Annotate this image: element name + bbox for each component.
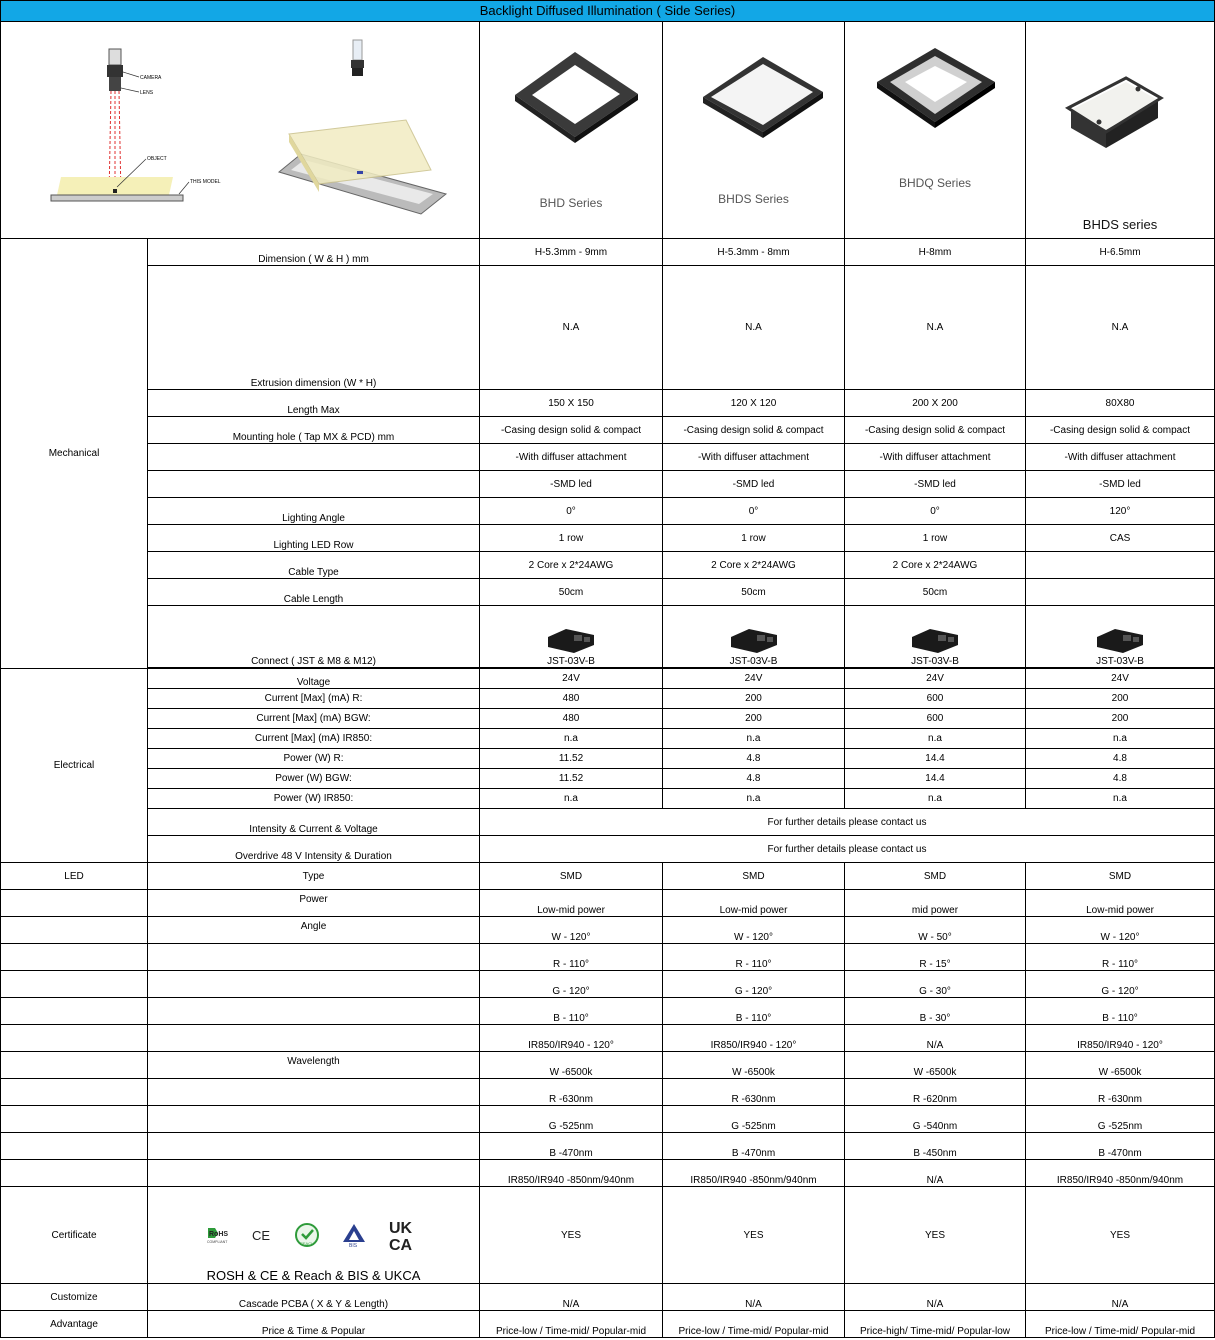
cell-current-r-3: 600	[845, 689, 1026, 709]
cell-angle-b-4: B - 110°	[1026, 998, 1215, 1025]
cell-wave-g-1: G -525nm	[480, 1106, 663, 1133]
row-cable-length	[1, 579, 1215, 606]
blank-cell	[1, 971, 148, 998]
row-power-r	[1, 749, 1215, 769]
cell-led-power-4: Low-mid power	[1026, 890, 1215, 917]
cell-angle-b-1: B - 110°	[480, 998, 663, 1025]
cell-wave-b-2: B -470nm	[663, 1133, 845, 1160]
cell-angle-ir-1: IR850/IR940 - 120°	[480, 1025, 663, 1052]
cell-current-bgw-2: 200	[663, 709, 845, 729]
cell-mounting-3-4: -SMD led	[1026, 471, 1215, 498]
product-series-4: BHDS series	[1082, 217, 1158, 232]
label-overdrive: Overdrive 48 V Intensity & Duration	[148, 836, 480, 863]
row-wave-g	[1, 1106, 1215, 1133]
cell-customize-4: N/A	[1026, 1284, 1215, 1311]
label-empty	[148, 471, 480, 498]
label-led-row: Lighting LED Row	[148, 525, 480, 552]
cell-power-r-4: 4.8	[1026, 749, 1215, 769]
cell-power-r-1: 11.52	[480, 749, 663, 769]
label-current-r: Current [Max] (mA) R:	[148, 689, 480, 709]
cell-connect-2	[663, 606, 845, 668]
cell-mounting-2-1: -With diffuser attachment	[480, 444, 663, 471]
label-dimension: Dimension ( W & H ) mm	[148, 239, 480, 266]
row-overdrive	[1, 836, 1215, 863]
cell-customize-1: N/A	[480, 1284, 663, 1311]
cell-length-max-1: 150 X 150	[480, 390, 663, 417]
row-cable-type	[1, 552, 1215, 579]
cell-advantage-1: Price-low / Time-mid/ Popular-mid	[480, 1311, 663, 1338]
blank-cell	[148, 1160, 480, 1187]
connect-value-2: JST-03V-B	[729, 656, 778, 667]
isometric-light-render	[279, 40, 446, 214]
cell-led-power-1: Low-mid power	[480, 890, 663, 917]
label-led-angle: Angle	[148, 917, 480, 944]
category-electrical: Electrical	[1, 669, 148, 863]
cell-length-max-2: 120 X 120	[663, 390, 845, 417]
product-series-3: BHDQ Series	[898, 176, 972, 190]
row-wave-r	[1, 1079, 1215, 1106]
cell-angle-b-3: B - 30°	[845, 998, 1026, 1025]
row-angle-ir	[1, 1025, 1215, 1052]
blank-cell	[1, 1106, 148, 1133]
row-length-max	[1, 390, 1215, 417]
connector-icon	[1093, 625, 1147, 655]
label-connect: Connect ( JST & M8 & M12)	[148, 606, 480, 668]
spec-table	[0, 21, 1215, 1338]
cell-lighting-angle-4: 120°	[1026, 498, 1215, 525]
cell-power-r-2: 4.8	[663, 749, 845, 769]
cell-advantage-3: Price-high/ Time-mid/ Popular-low	[845, 1311, 1026, 1338]
label-length-max: Length Max	[148, 390, 480, 417]
cell-wave-ir-1: IR850/IR940 -850nm/940nm	[480, 1160, 663, 1187]
blank-cell	[148, 998, 480, 1025]
row-wave-b	[1, 1133, 1215, 1160]
cell-dimension-4: H-6.5mm	[1026, 239, 1215, 266]
blank-cell	[148, 971, 480, 998]
cell-current-ir-4: n.a	[1026, 729, 1215, 749]
cell-mounting-2-3: -With diffuser attachment	[845, 444, 1026, 471]
label-power-bgw: Power (W) BGW:	[148, 769, 480, 789]
cell-angle-r-2: R - 110°	[663, 944, 845, 971]
connect-value-3: JST-03V-B	[911, 656, 959, 667]
cell-extrusion-1: N.A	[480, 266, 663, 390]
category-led: LED	[1, 863, 148, 890]
blank-cell	[1, 998, 148, 1025]
sheet-title: Backlight Diffused Illumination ( Side Series)	[0, 0, 1215, 22]
label-power-r: Power (W) R:	[148, 749, 480, 769]
connect-value-4: JST-03V-B	[1096, 656, 1144, 667]
cell-wave-w-3: W -6500k	[845, 1052, 1026, 1079]
blank-cell	[1, 1079, 148, 1106]
cell-current-r-4: 200	[1026, 689, 1215, 709]
setup-illustration-cell	[1, 22, 480, 239]
product-series-1: BHD Series	[539, 196, 603, 210]
cell-wave-g-4: G -525nm	[1026, 1106, 1215, 1133]
row-power-ir	[1, 789, 1215, 809]
cell-wave-b-1: B -470nm	[480, 1133, 663, 1160]
cell-current-bgw-3: 600	[845, 709, 1026, 729]
cell-angle-ir-3: N/A	[845, 1025, 1026, 1052]
cell-angle-g-4: G - 120°	[1026, 971, 1215, 998]
row-mounting-1	[1, 417, 1215, 444]
category-certificate: Certificate	[1, 1187, 148, 1284]
header-image-row	[1, 22, 1215, 239]
product-image-1	[480, 22, 663, 239]
cell-certificate-3: YES	[845, 1187, 1026, 1284]
cell-wave-r-4: R -630nm	[1026, 1079, 1215, 1106]
camera-label: CAMERA	[140, 75, 162, 81]
cell-angle-w-3: W - 50°	[845, 917, 1026, 944]
row-advantage	[1, 1311, 1215, 1338]
cell-mounting-1-3: -Casing design solid & compact	[845, 417, 1026, 444]
certificate-caption: ROSH & CE & Reach & BIS & UKCA	[206, 1268, 421, 1283]
row-angle-r	[1, 944, 1215, 971]
cell-mounting-2-2: -With diffuser attachment	[663, 444, 845, 471]
cell-led-row-4: CAS	[1026, 525, 1215, 552]
label-empty	[148, 444, 480, 471]
label-lighting-angle: Lighting Angle	[148, 498, 480, 525]
cell-connect-1	[480, 606, 663, 668]
rohs-text: RoHS	[208, 1231, 228, 1238]
cell-current-bgw-1: 480	[480, 709, 663, 729]
ce-icon	[251, 1227, 273, 1243]
cell-led-power-2: Low-mid power	[663, 890, 845, 917]
cell-mounting-3-2: -SMD led	[663, 471, 845, 498]
cell-led-power-3: mid power	[845, 890, 1026, 917]
cell-power-ir-1: n.a	[480, 789, 663, 809]
cell-length-max-3: 200 X 200	[845, 390, 1026, 417]
cell-current-r-2: 200	[663, 689, 845, 709]
row-angle-g	[1, 971, 1215, 998]
cell-power-bgw-1: 11.52	[480, 769, 663, 789]
cell-wave-ir-4: IR850/IR940 -850nm/940nm	[1026, 1160, 1215, 1187]
row-current-bgw	[1, 709, 1215, 729]
cell-mounting-3-3: -SMD led	[845, 471, 1026, 498]
blank-cell	[1, 890, 148, 917]
blank-cell	[1, 1133, 148, 1160]
cell-voltage-1: 24V	[480, 669, 663, 689]
cell-dimension-1: H-5.3mm - 9mm	[480, 239, 663, 266]
label-led-power: Power	[148, 890, 480, 917]
connect-value-1: JST-03V-B	[547, 656, 595, 667]
blank-cell	[1, 944, 148, 971]
cell-wave-w-2: W -6500k	[663, 1052, 845, 1079]
row-extrusion	[1, 266, 1215, 390]
cell-wave-ir-3: N/A	[845, 1160, 1026, 1187]
blank-cell	[148, 1025, 480, 1052]
category-advantage: Advantage	[1, 1311, 148, 1338]
blank-cell	[148, 944, 480, 971]
cell-wave-w-1: W -6500k	[480, 1052, 663, 1079]
blank-cell	[1, 1025, 148, 1052]
cell-mounting-3-1: -SMD led	[480, 471, 663, 498]
bis-text: BIS	[348, 1243, 357, 1248]
cell-cable-length-3: 50cm	[845, 579, 1026, 606]
ukca-top-text: UK	[388, 1220, 412, 1237]
row-current-r	[1, 689, 1215, 709]
cell-extrusion-2: N.A	[663, 266, 845, 390]
object-label: OBJECT	[147, 156, 167, 162]
cell-lighting-angle-1: 0°	[480, 498, 663, 525]
cell-angle-w-4: W - 120°	[1026, 917, 1215, 944]
cell-power-bgw-4: 4.8	[1026, 769, 1215, 789]
setup-diagram	[1, 22, 480, 235]
row-mounting-2	[1, 444, 1215, 471]
cell-led-row-1: 1 row	[480, 525, 663, 552]
cell-power-bgw-3: 14.4	[845, 769, 1026, 789]
cell-angle-g-3: G - 30°	[845, 971, 1026, 998]
row-wave-ir	[1, 1160, 1215, 1187]
cell-connect-4	[1026, 606, 1215, 668]
cell-intensity: For further details please contact us	[480, 809, 1215, 836]
cell-current-ir-1: n.a	[480, 729, 663, 749]
cell-cable-length-4	[1026, 579, 1215, 606]
cell-cable-type-3: 2 Core x 2*24AWG	[845, 552, 1026, 579]
row-angle-w	[1, 917, 1215, 944]
cell-power-r-3: 14.4	[845, 749, 1026, 769]
blank-cell	[148, 1133, 480, 1160]
reach-icon	[293, 1222, 321, 1248]
cell-power-ir-2: n.a	[663, 789, 845, 809]
cell-certificate-1: YES	[480, 1187, 663, 1284]
cell-angle-ir-4: IR850/IR940 - 120°	[1026, 1025, 1215, 1052]
cell-angle-w-1: W - 120°	[480, 917, 663, 944]
row-intensity	[1, 809, 1215, 836]
cell-connect-3	[845, 606, 1026, 668]
lens-label: LENS	[140, 90, 154, 96]
cell-dimension-2: H-5.3mm - 8mm	[663, 239, 845, 266]
cell-cable-length-2: 50cm	[663, 579, 845, 606]
cell-led-row-2: 1 row	[663, 525, 845, 552]
cell-power-bgw-2: 4.8	[663, 769, 845, 789]
label-advantage: Price & Time & Popular	[148, 1311, 480, 1338]
cell-led-type-3: SMD	[845, 863, 1026, 890]
label-certificate	[148, 1187, 480, 1284]
row-certificate	[1, 1187, 1215, 1284]
bhds-square-product-icon	[1026, 22, 1215, 235]
row-lighting-angle	[1, 498, 1215, 525]
label-mounting: Mounting hole ( Tap MX & PCD) mm	[148, 417, 480, 444]
cell-angle-ir-2: IR850/IR940 - 120°	[663, 1025, 845, 1052]
product-image-3	[845, 22, 1026, 239]
cell-led-type-2: SMD	[663, 863, 845, 890]
cell-angle-r-3: R - 15°	[845, 944, 1026, 971]
row-wave-w	[1, 1052, 1215, 1079]
cell-wave-r-3: R -620nm	[845, 1079, 1026, 1106]
camera-setup-schematic	[51, 49, 221, 201]
cell-led-row-3: 1 row	[845, 525, 1026, 552]
cell-current-ir-2: n.a	[663, 729, 845, 749]
cell-wave-g-2: G -525nm	[663, 1106, 845, 1133]
cell-cable-type-2: 2 Core x 2*24AWG	[663, 552, 845, 579]
row-led-type	[1, 863, 1215, 890]
category-customize: Customize	[1, 1284, 148, 1311]
ukca-bottom-text: CA	[388, 1237, 412, 1252]
cell-overdrive: For further details please contact us	[480, 836, 1215, 863]
cell-cable-length-1: 50cm	[480, 579, 663, 606]
label-cable-type: Cable Type	[148, 552, 480, 579]
label-led-type: Type	[148, 863, 480, 890]
row-customize	[1, 1284, 1215, 1311]
cell-mounting-1-2: -Casing design solid & compact	[663, 417, 845, 444]
cell-wave-r-2: R -630nm	[663, 1079, 845, 1106]
cell-mounting-1-1: -Casing design solid & compact	[480, 417, 663, 444]
rohs-icon	[205, 1225, 231, 1245]
cell-angle-w-2: W - 120°	[663, 917, 845, 944]
label-wavelength: Wavelength	[148, 1052, 480, 1079]
category-mechanical: Mechanical	[1, 239, 148, 669]
cell-angle-g-2: G - 120°	[663, 971, 845, 998]
ce-text: CE	[251, 1228, 270, 1243]
cell-cable-type-1: 2 Core x 2*24AWG	[480, 552, 663, 579]
row-current-ir	[1, 729, 1215, 749]
cell-power-ir-4: n.a	[1026, 789, 1215, 809]
cell-current-ir-3: n.a	[845, 729, 1026, 749]
row-angle-b	[1, 998, 1215, 1025]
cell-led-type-4: SMD	[1026, 863, 1215, 890]
cell-dimension-3: H-8mm	[845, 239, 1026, 266]
cell-angle-b-2: B - 110°	[663, 998, 845, 1025]
cell-wave-ir-2: IR850/IR940 -850nm/940nm	[663, 1160, 845, 1187]
blank-cell	[1, 1052, 148, 1079]
cell-voltage-3: 24V	[845, 669, 1026, 689]
row-led-power	[1, 890, 1215, 917]
cell-lighting-angle-3: 0°	[845, 498, 1026, 525]
row-dimension	[1, 239, 1215, 266]
cell-extrusion-4: N.A	[1026, 266, 1215, 390]
cell-length-max-4: 80X80	[1026, 390, 1215, 417]
product-image-2	[663, 22, 845, 239]
label-current-ir: Current [Max] (mA) IR850:	[148, 729, 480, 749]
row-power-bgw	[1, 769, 1215, 789]
row-mounting-3	[1, 471, 1215, 498]
cell-wave-w-4: W -6500k	[1026, 1052, 1215, 1079]
connector-icon	[908, 625, 962, 655]
row-voltage	[1, 669, 1215, 689]
cert-logo-row	[148, 1218, 479, 1252]
blank-cell	[148, 1106, 480, 1133]
ukca-icon	[387, 1218, 423, 1252]
connector-icon	[727, 625, 781, 655]
cell-lighting-angle-2: 0°	[663, 498, 845, 525]
cell-angle-r-1: R - 110°	[480, 944, 663, 971]
label-cable-length: Cable Length	[148, 579, 480, 606]
blank-cell	[1, 1160, 148, 1187]
cell-certificate-2: YES	[663, 1187, 845, 1284]
cell-customize-2: N/A	[663, 1284, 845, 1311]
label-power-ir: Power (W) IR850:	[148, 789, 480, 809]
cell-led-type-1: SMD	[480, 863, 663, 890]
rohs-subtext: COMPLIANT	[206, 1240, 227, 1244]
cell-mounting-2-4: -With diffuser attachment	[1026, 444, 1215, 471]
cell-advantage-4: Price-low / Time-mid/ Popular-mid	[1026, 1311, 1215, 1338]
cell-voltage-4: 24V	[1026, 669, 1215, 689]
row-led-row	[1, 525, 1215, 552]
cell-certificate-4: YES	[1026, 1187, 1215, 1284]
cell-angle-r-4: R - 110°	[1026, 944, 1215, 971]
cell-wave-g-3: G -540nm	[845, 1106, 1026, 1133]
this-model-label: THIS MODEL	[190, 179, 221, 185]
cell-power-ir-3: n.a	[845, 789, 1026, 809]
row-connect	[1, 606, 1215, 668]
cell-cable-type-4	[1026, 552, 1215, 579]
cell-wave-b-4: B -470nm	[1026, 1133, 1215, 1160]
label-voltage: Voltage	[148, 669, 480, 689]
cell-wave-r-1: R -630nm	[480, 1079, 663, 1106]
label-current-bgw: Current [Max] (mA) BGW:	[148, 709, 480, 729]
blank-cell	[148, 1079, 480, 1106]
bhdq-product-icon	[845, 22, 1026, 235]
cell-extrusion-3: N.A	[845, 266, 1026, 390]
cell-wave-b-3: B -450nm	[845, 1133, 1026, 1160]
bis-icon	[341, 1222, 367, 1248]
cell-angle-g-1: G - 120°	[480, 971, 663, 998]
cell-voltage-2: 24V	[663, 669, 845, 689]
blank-cell	[1, 917, 148, 944]
connector-icon	[544, 625, 598, 655]
reach-text: REACH	[299, 1241, 314, 1246]
product-series-2: BHDS Series	[718, 192, 789, 206]
cell-customize-3: N/A	[845, 1284, 1026, 1311]
label-customize: Cascade PCBA ( X & Y & Length)	[148, 1284, 480, 1311]
product-image-4	[1026, 22, 1215, 239]
cell-mounting-1-4: -Casing design solid & compact	[1026, 417, 1215, 444]
cell-current-bgw-4: 200	[1026, 709, 1215, 729]
label-intensity: Intensity & Current & Voltage	[148, 809, 480, 836]
cell-current-r-1: 480	[480, 689, 663, 709]
label-extrusion: Extrusion dimension (W * H)	[148, 266, 480, 390]
cell-advantage-2: Price-low / Time-mid/ Popular-mid	[663, 1311, 845, 1338]
